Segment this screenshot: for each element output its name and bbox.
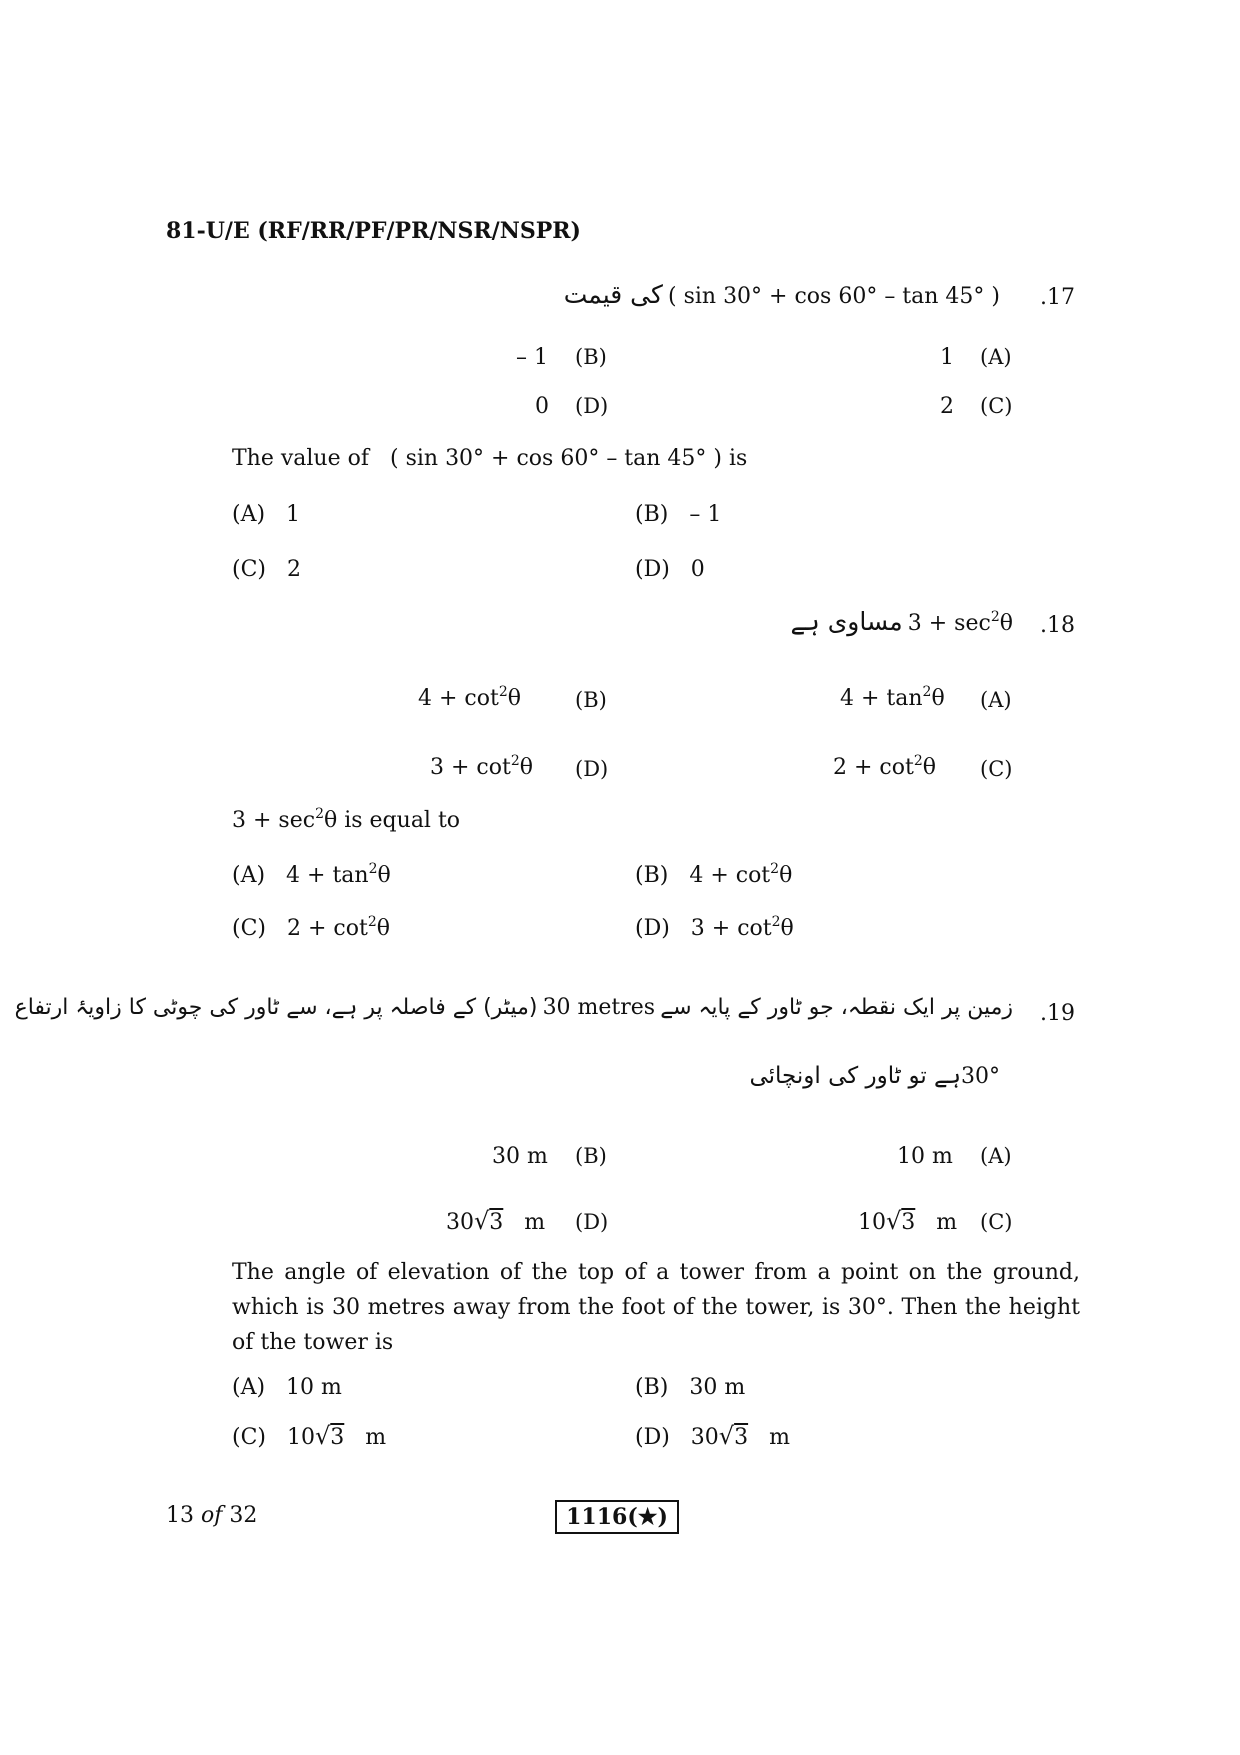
q18-urdu-text: مساوی ہے (790, 607, 903, 636)
q17-urdu-expr: ( sin 30° + cos 60° – tan 45° ) (668, 284, 1000, 309)
q19-urdu-option-b-value: 30 m (492, 1144, 548, 1169)
q18-urdu-option-c-expr: $2 + \cot^2\theta$ (833, 753, 936, 780)
q19-urdu-line1-a: زمین پر ایک نقطہ، جو ٹاور کے پایہ سے (660, 995, 1013, 1020)
q18-english-rest: θ is equal to (323, 808, 461, 833)
q17-option-a (232, 502, 300, 527)
q18-option-c: (C) $2 + \cot^2\theta$ (232, 914, 390, 941)
booklet-code: 1116(★) (555, 1500, 679, 1534)
q17-option-a-value: 1 (286, 502, 301, 527)
q17-urdu-text: کی قیمت (563, 280, 663, 309)
q19-urdu-line1-c: (میٹر) کے فاصلہ پر ہے، سے ٹاور کی چوٹی کا زاویۂ ارتفاع (14, 995, 538, 1020)
q17-urdu-stem (564, 280, 1000, 309)
q18-urdu-option-b-expr: $4 + \cot^2\theta$ (418, 684, 521, 711)
q19-urdu-option-b-label: (B) (575, 1144, 607, 1168)
q19-number: .19 (1040, 1001, 1075, 1026)
q19-urdu-option-d-label: (D) (575, 1210, 609, 1234)
q17-english-prefix: The value of (232, 446, 370, 471)
q18-number: .18 (1040, 613, 1075, 638)
q19-option-a: (A) 10 m (232, 1375, 342, 1400)
q17-option-c-label: (C) (232, 557, 266, 582)
q17-option-a-label: (A) (232, 502, 266, 527)
q17-urdu-option-b-value: – 1 (516, 345, 548, 370)
q19-urdu-line2 (749, 1063, 1000, 1089)
q19-option-b: (B) 30 m (635, 1375, 746, 1400)
q17-urdu-option-c-value: 2 (940, 394, 954, 419)
q19-urdu-option-a-label: (A) (980, 1144, 1012, 1168)
q18-option-d: (D) $3 + \cot^2\theta$ (635, 914, 794, 941)
q17-urdu-option-d-value: 0 (535, 394, 549, 419)
q18-urdu-option-d-expr: $3 + \cot^2\theta$ (430, 753, 533, 780)
q17-option-c (232, 557, 301, 582)
q18-urdu-stem (790, 607, 1013, 636)
q17-urdu-option-a-value: 1 (940, 345, 954, 370)
q18-urdu-expr-exp: 2 (990, 609, 1000, 625)
q18-urdu-option-c-label: (C) (980, 757, 1013, 781)
q18-urdu-option-d-label: (D) (575, 757, 609, 781)
q19-urdu-line2-text: ہے تو ٹاور کی اونچائی (749, 1063, 961, 1089)
q19-urdu-line1-b: 30 metres (542, 995, 656, 1020)
q17-number: .17 (1040, 285, 1075, 310)
q17-option-c-value: 2 (286, 557, 301, 582)
q17-option-b-value: – 1 (689, 502, 722, 527)
q17-option-d-label: (D) (635, 557, 670, 582)
q17-urdu-option-d-label: (D) (575, 394, 609, 418)
q18-urdu-option-a-expr: $4 + \tan^2\theta$ (840, 684, 945, 711)
q17-urdu-option-c-label: (C) (980, 394, 1013, 418)
q18-urdu-option-a-label: (A) (980, 688, 1012, 712)
q17-english-stem (232, 446, 747, 471)
q17-option-b (635, 502, 721, 527)
q18-option-b: (B) $4 + \cot^2\theta$ (635, 861, 793, 888)
q18-urdu-expr-base: 3 + sec (907, 611, 991, 636)
q17-english-suffix: is (729, 446, 748, 471)
paper-code-header: 81-U/E (RF/RR/PF/PR/NSR/NSPR) (166, 218, 581, 244)
page-number: 13 of 32 (166, 1503, 258, 1528)
q19-urdu-line2-num: 30° (961, 1064, 1000, 1089)
q17-option-d (635, 557, 705, 582)
q17-urdu-option-b-label: (B) (575, 345, 607, 369)
q17-option-b-label: (B) (635, 502, 669, 527)
q19-urdu-line1 (15, 995, 1013, 1020)
q18-urdu-option-b-label: (B) (575, 688, 607, 712)
q18-english-base: 3 + sec (232, 808, 316, 833)
q19-option-c: (C) 10√3 m (232, 1422, 387, 1450)
q19-urdu-option-c-label: (C) (980, 1210, 1013, 1234)
q18-english-stem (232, 806, 460, 833)
q19-urdu-option-a-value: 10 m (897, 1144, 953, 1169)
q18-english-exp: 2 (315, 806, 324, 822)
q19-option-d: (D) 30√3 m (635, 1422, 790, 1450)
q17-option-d-value: 0 (690, 557, 705, 582)
q19-english-stem: The angle of elevation of the top of a tower from a point on the ground, which is 30 metres away from the foot of the tower, is 30°. Then the height of the tower is (232, 1260, 1080, 1355)
q19-urdu-option-c-value: 10√3 m (858, 1207, 958, 1235)
q18-option-a: (A) $4 + \tan^2\theta$ (232, 861, 391, 888)
q19-urdu-option-d-value: 30√3 m (446, 1207, 546, 1235)
q18-urdu-expr-var: θ (999, 611, 1013, 636)
q17-urdu-option-a-label: (A) (980, 345, 1012, 369)
q17-english-expr: ( sin 30° + cos 60° – tan 45° ) (390, 446, 722, 471)
